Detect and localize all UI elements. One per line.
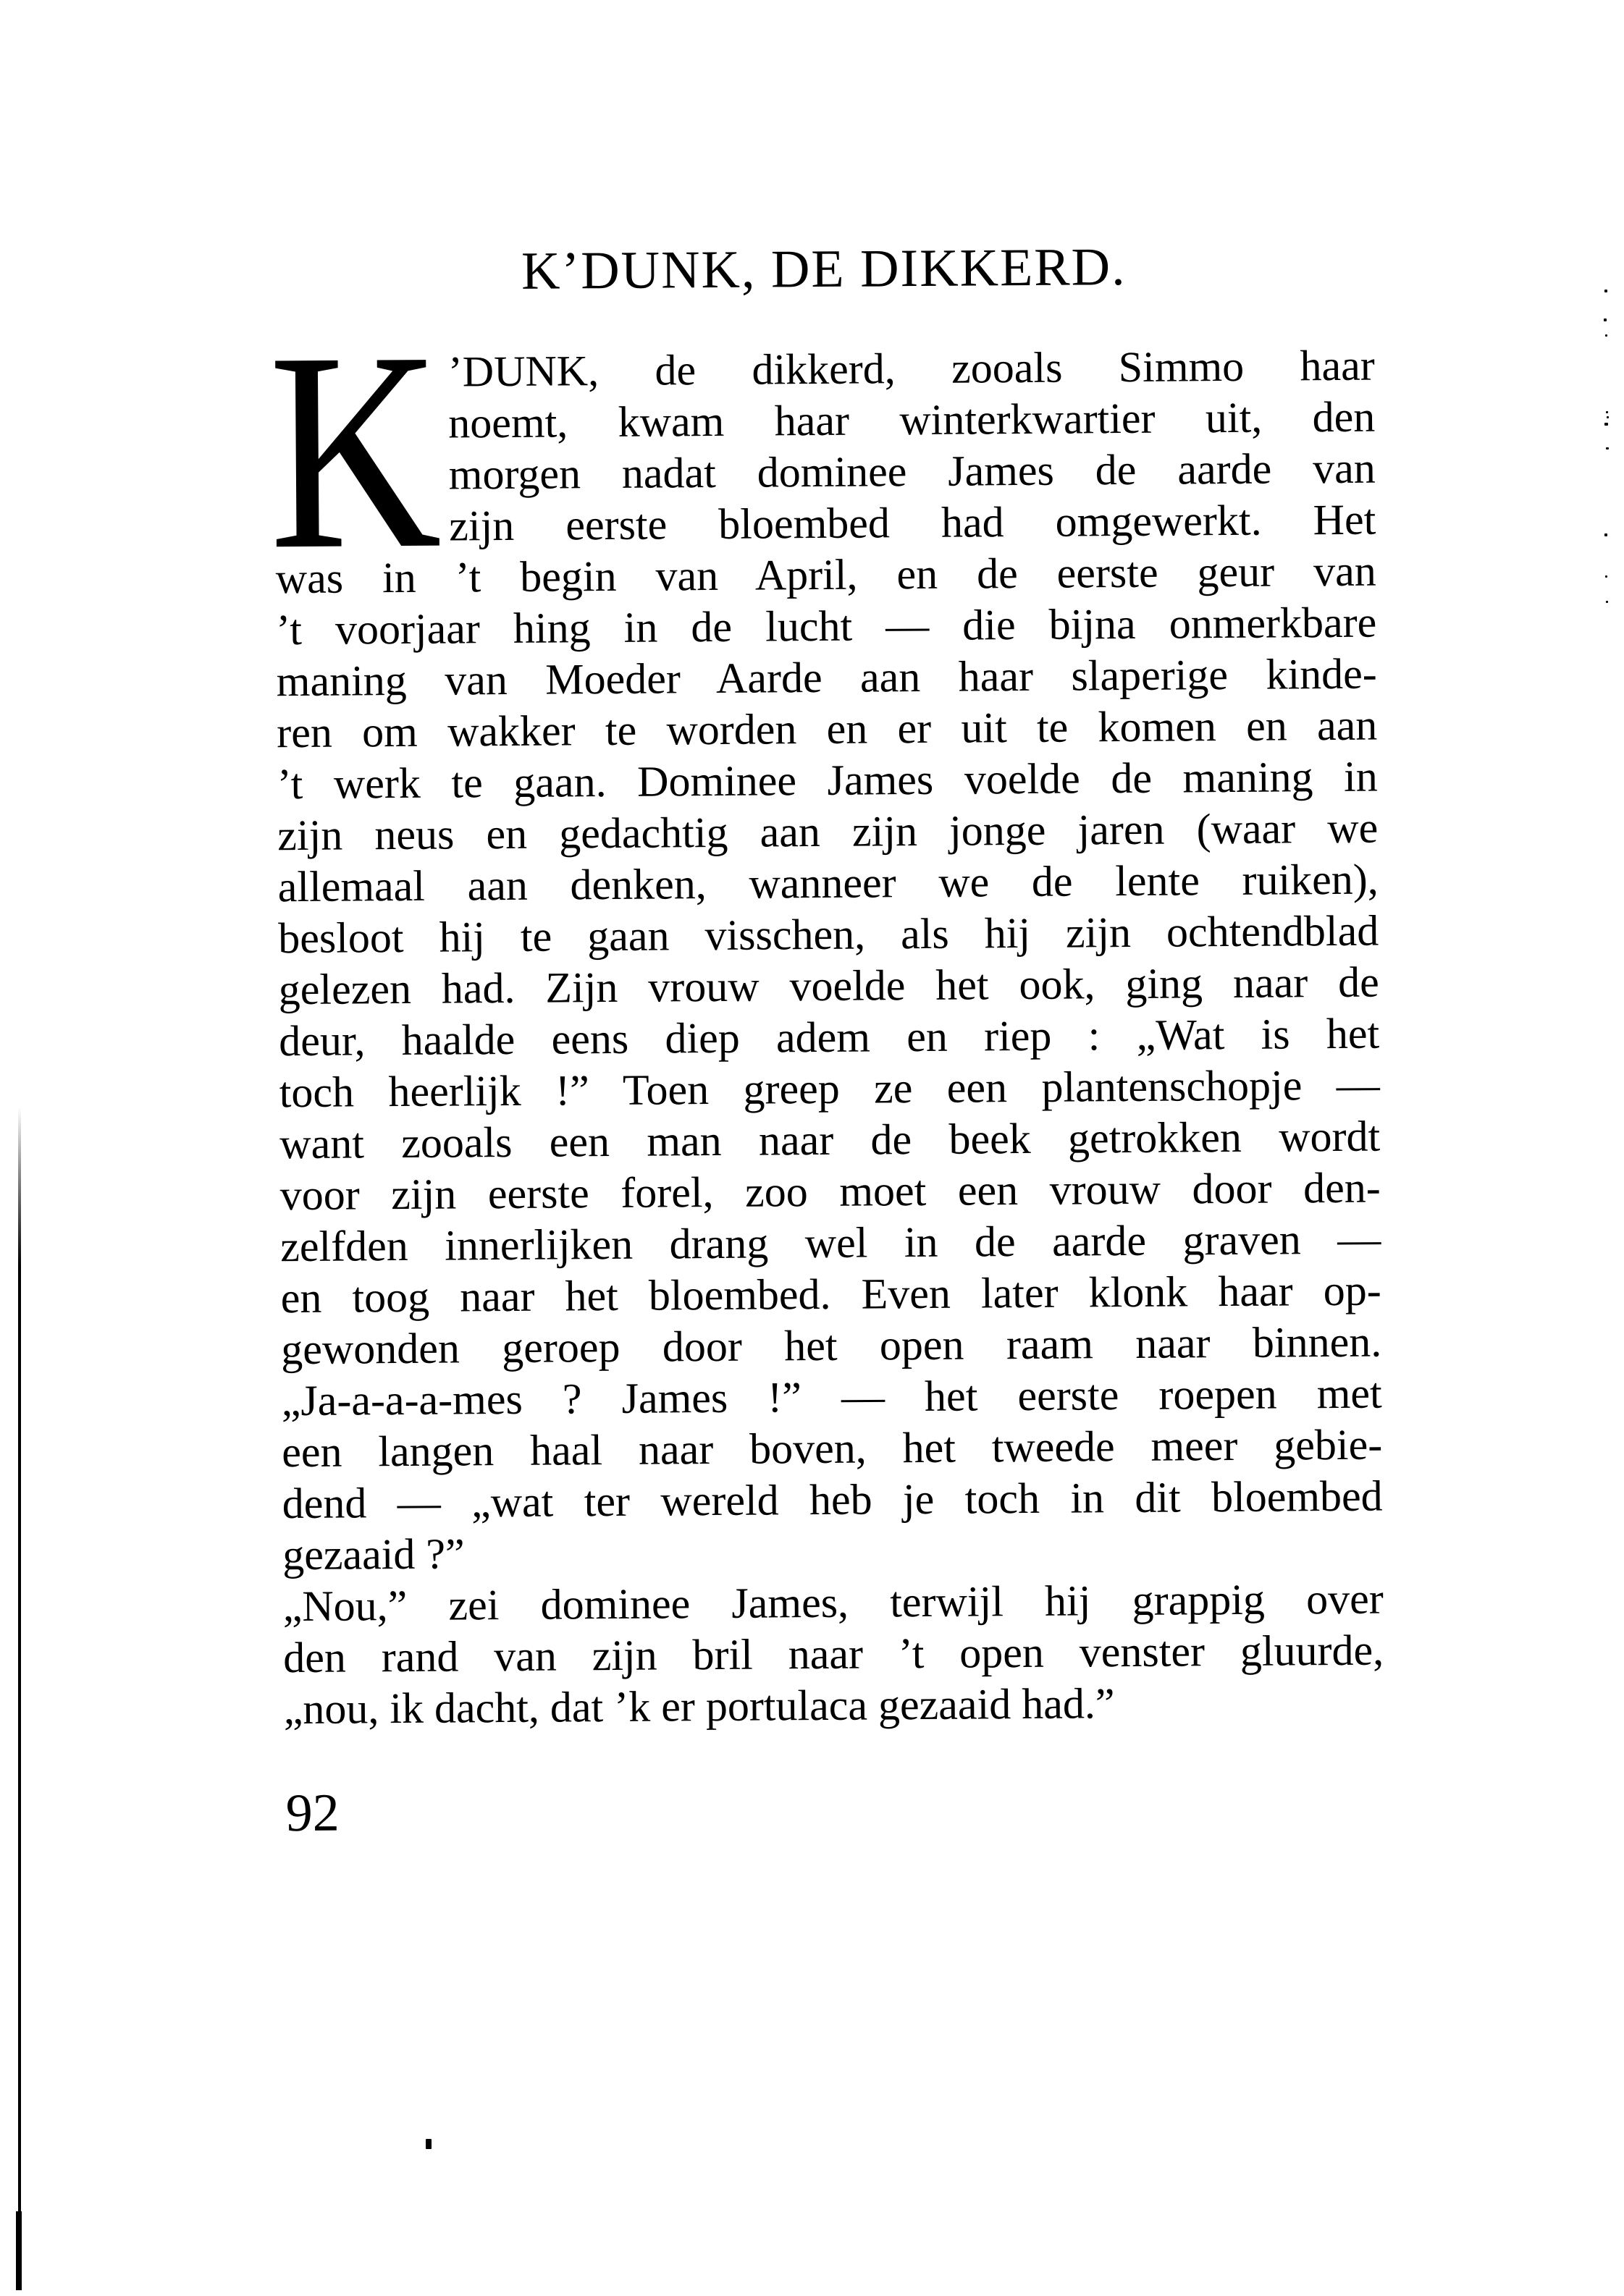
text-line: „Nou,” zei dominee James, terwijl hij grappig over (282, 1574, 1384, 1631)
text-line: zijn eerste bloembed had omgewerkt. Het (449, 495, 1376, 550)
text-line: maning van Moeder Aarde aan haar slaperige kinde- (276, 649, 1377, 706)
text-line: „Ja-a-a-a-mes ? James !” — het eerste roepen met (281, 1369, 1382, 1425)
scan-speck (1605, 334, 1607, 337)
text-line: zijn neus en gedachtig aan zijn jonge jaren (waar we (277, 803, 1379, 860)
text-line: gewonden geroep door het open raam naar binnen. (280, 1317, 1382, 1374)
scan-speck (1604, 318, 1607, 321)
text-line: ’t werk te gaan. Dominee James voelde de maning in (277, 752, 1378, 809)
scan-edge-blob (16, 2211, 22, 2290)
text-line: morgen nadat dominee James de aarde van (448, 444, 1376, 499)
text-line: een langen haal naar boven, het tweede meer gebie- (281, 1420, 1383, 1477)
text-line: voor zijn eerste forel, zoo moet een vrouw door den- (279, 1163, 1381, 1220)
paragraph (268, 292, 1382, 1376)
scan-edge-line (18, 1107, 21, 2290)
scan-speck (1604, 533, 1607, 536)
text-line: besloot hij te gaan visschen, als hij zijn ochtendblad (278, 906, 1379, 963)
drop-cap-letter: K (268, 292, 442, 609)
text-block (268, 292, 1384, 1736)
scan-speck (1607, 416, 1609, 418)
text-line: deur, haalde eens diep adem en riep : „Wat is het (279, 1009, 1380, 1065)
text-line: noemt, kwam haar winterkwartier uit, den (448, 392, 1376, 447)
text-line: den rand van zijn bril naar ’t open venster gluurde, (282, 1626, 1384, 1682)
text-line: toch heerlijk !” Toen greep ze een plantenschopje — (279, 1060, 1380, 1117)
paragraph (282, 1574, 1384, 1736)
text-line: gelezen had. Zijn vrouw voelde het ook, ging naar de (278, 958, 1379, 1014)
page-title: K’DUNK, DE DIKKERD. (521, 237, 1127, 301)
page-number: 92 (285, 1783, 340, 1844)
text-line: want zooals een man naar de beek getrokken wordt (279, 1112, 1381, 1168)
paragraph (281, 1368, 1383, 1582)
ink-speck-mark (426, 2139, 432, 2149)
text-line: „nou, ik dacht, dat ’k er portulaca gezaaid had.” (283, 1679, 1115, 1734)
scan-speck (1604, 290, 1607, 292)
text-line: en toog naar het bloembed. Even later klonk haar op- (280, 1266, 1381, 1322)
scan-speck (1604, 423, 1608, 426)
text-line: ’DUNK, de dikkerd, zooals Simmo haar (447, 341, 1375, 396)
scan-speck (1606, 601, 1608, 603)
scan-speck (1605, 575, 1607, 578)
scan-speck (1606, 411, 1608, 413)
scan-speck (1606, 447, 1609, 450)
text-line: gezaaid ?” (282, 1529, 465, 1579)
text-line: ren om wakker te worden en er uit te komen en aan (277, 701, 1378, 757)
text-line: allemaal aan denken, wanneer we de lente ruiken), (277, 855, 1379, 911)
text-line: zelfden innerlijken drang wel in de aarde graven — (280, 1215, 1381, 1271)
text-line: ’t voorjaar hing in de lucht — die bijna onmerkbare (276, 598, 1377, 654)
text-line: dend — „wat ter wereld heb je toch in dit bloembed (282, 1472, 1383, 1528)
text-line: was in ’t begin van April, en de eerste geur van (275, 546, 1376, 603)
